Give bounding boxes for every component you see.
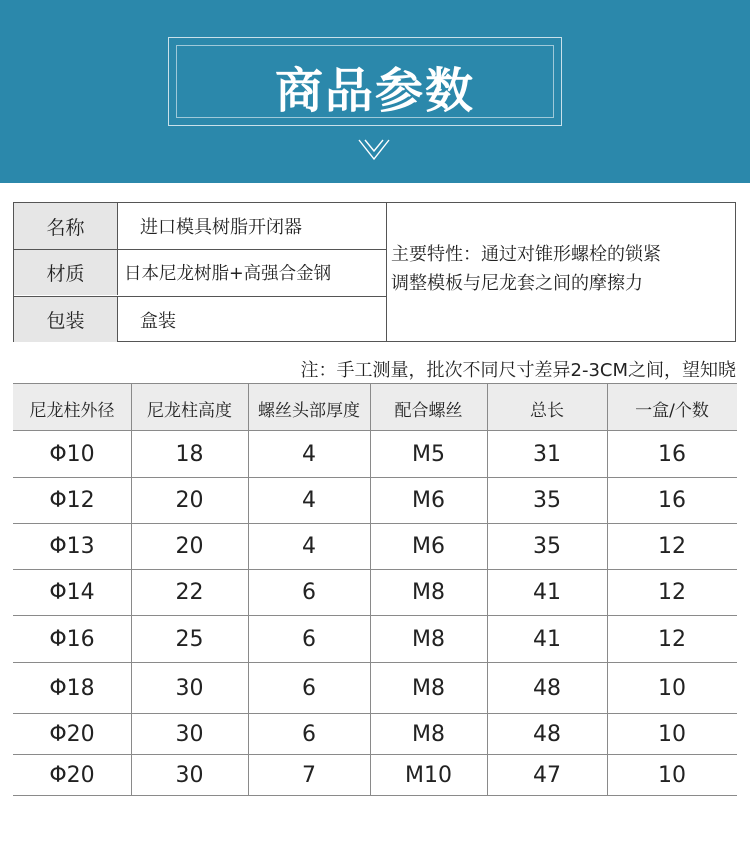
spec-value: 日本尼龙树脂+高强合金钢 [124, 264, 332, 284]
table-row [13, 755, 737, 796]
total-length-cell: 31 [533, 441, 561, 467]
total-length-cell: 47 [533, 762, 561, 788]
feature-line: 主要特性：通过对锥形螺栓的锁紧 [391, 244, 661, 265]
total-length-cell: 41 [533, 626, 561, 652]
table-row [13, 570, 737, 616]
total-length-cell: 48 [533, 675, 561, 701]
spec-label: 包装 [14, 297, 118, 342]
head-thickness-cell: 6 [302, 675, 316, 701]
box-qty-cell: 12 [658, 626, 686, 652]
column-header: 尼龙柱外径 [29, 400, 115, 421]
table-row [13, 616, 737, 663]
height-cell: 30 [175, 675, 204, 701]
height-cell: 18 [175, 441, 204, 467]
column-header: 螺丝头部厚度 [258, 400, 360, 421]
screw-cell: M5 [412, 441, 445, 467]
chevron-down-icon [356, 137, 392, 163]
box-qty-cell: 12 [658, 580, 686, 605]
screw-cell: M6 [412, 488, 445, 513]
screw-cell: M8 [412, 580, 445, 605]
column-divider [248, 383, 249, 796]
outer-diameter-cell: Φ20 [49, 721, 95, 747]
table-row [13, 431, 737, 478]
spec-row-name [14, 203, 386, 249]
column-header: 配合螺丝 [394, 400, 463, 421]
head-thickness-cell: 4 [302, 441, 316, 467]
banner-title: 商品参数 [274, 63, 475, 119]
box-qty-cell: 16 [658, 441, 686, 467]
column-divider [131, 383, 132, 796]
height-cell: 20 [175, 534, 204, 559]
screw-cell: M6 [412, 534, 445, 559]
box-qty-cell: 10 [658, 762, 686, 788]
head-thickness-cell: 6 [302, 721, 316, 747]
table-row [13, 714, 737, 755]
spec-row-packaging [14, 296, 386, 342]
column-header: 一盒/个数 [635, 400, 709, 421]
head-thickness-cell: 4 [302, 488, 316, 513]
spec-value: 进口模具树脂开闭器 [140, 217, 302, 238]
height-cell: 30 [175, 721, 204, 747]
height-cell: 22 [175, 580, 204, 605]
header-banner [0, 0, 750, 183]
box-qty-cell: 10 [658, 675, 686, 701]
column-header: 总长 [530, 400, 564, 421]
screw-cell: M8 [412, 626, 445, 652]
box-qty-cell: 12 [658, 534, 686, 559]
table-row [13, 524, 737, 570]
table-row [13, 478, 737, 524]
total-length-cell: 41 [533, 580, 561, 605]
column-divider [487, 383, 488, 796]
total-length-cell: 35 [533, 488, 561, 513]
screw-cell: M8 [412, 721, 445, 747]
height-cell: 30 [175, 762, 204, 788]
spec-value: 盒装 [140, 310, 176, 332]
height-cell: 25 [175, 626, 204, 652]
total-length-cell: 48 [533, 721, 561, 747]
feature-line: 调整模板与尼龙套之间的摩擦力 [391, 273, 643, 294]
outer-diameter-cell: Φ14 [49, 580, 95, 605]
head-thickness-cell: 6 [302, 580, 316, 605]
spec-table [13, 202, 736, 342]
height-cell: 20 [175, 488, 204, 513]
spec-label: 名称 [14, 203, 118, 249]
box-qty-cell: 16 [658, 488, 686, 513]
outer-diameter-cell: Φ16 [49, 626, 95, 652]
outer-diameter-cell: Φ10 [49, 441, 95, 467]
head-thickness-cell: 7 [302, 762, 316, 788]
screw-cell: M8 [412, 675, 445, 701]
spec-label: 材质 [14, 250, 118, 295]
column-divider [607, 383, 608, 796]
outer-diameter-cell: Φ20 [49, 762, 95, 788]
outer-diameter-cell: Φ13 [49, 534, 95, 559]
head-thickness-cell: 6 [302, 626, 316, 652]
column-divider [370, 383, 371, 796]
table-header [13, 383, 737, 431]
spec-row-material [14, 249, 386, 295]
total-length-cell: 35 [533, 534, 561, 559]
table-row [13, 663, 737, 714]
spec-feature-description [386, 203, 735, 341]
head-thickness-cell: 4 [302, 534, 316, 559]
measurement-note: 注：手工测量，批次不同尺寸差异2-3CM之间，望知晓 [300, 360, 736, 381]
outer-diameter-cell: Φ12 [49, 488, 95, 513]
outer-diameter-cell: Φ18 [49, 675, 95, 701]
box-qty-cell: 10 [658, 721, 686, 747]
screw-cell: M10 [405, 762, 452, 788]
column-header: 尼龙柱高度 [147, 400, 232, 421]
